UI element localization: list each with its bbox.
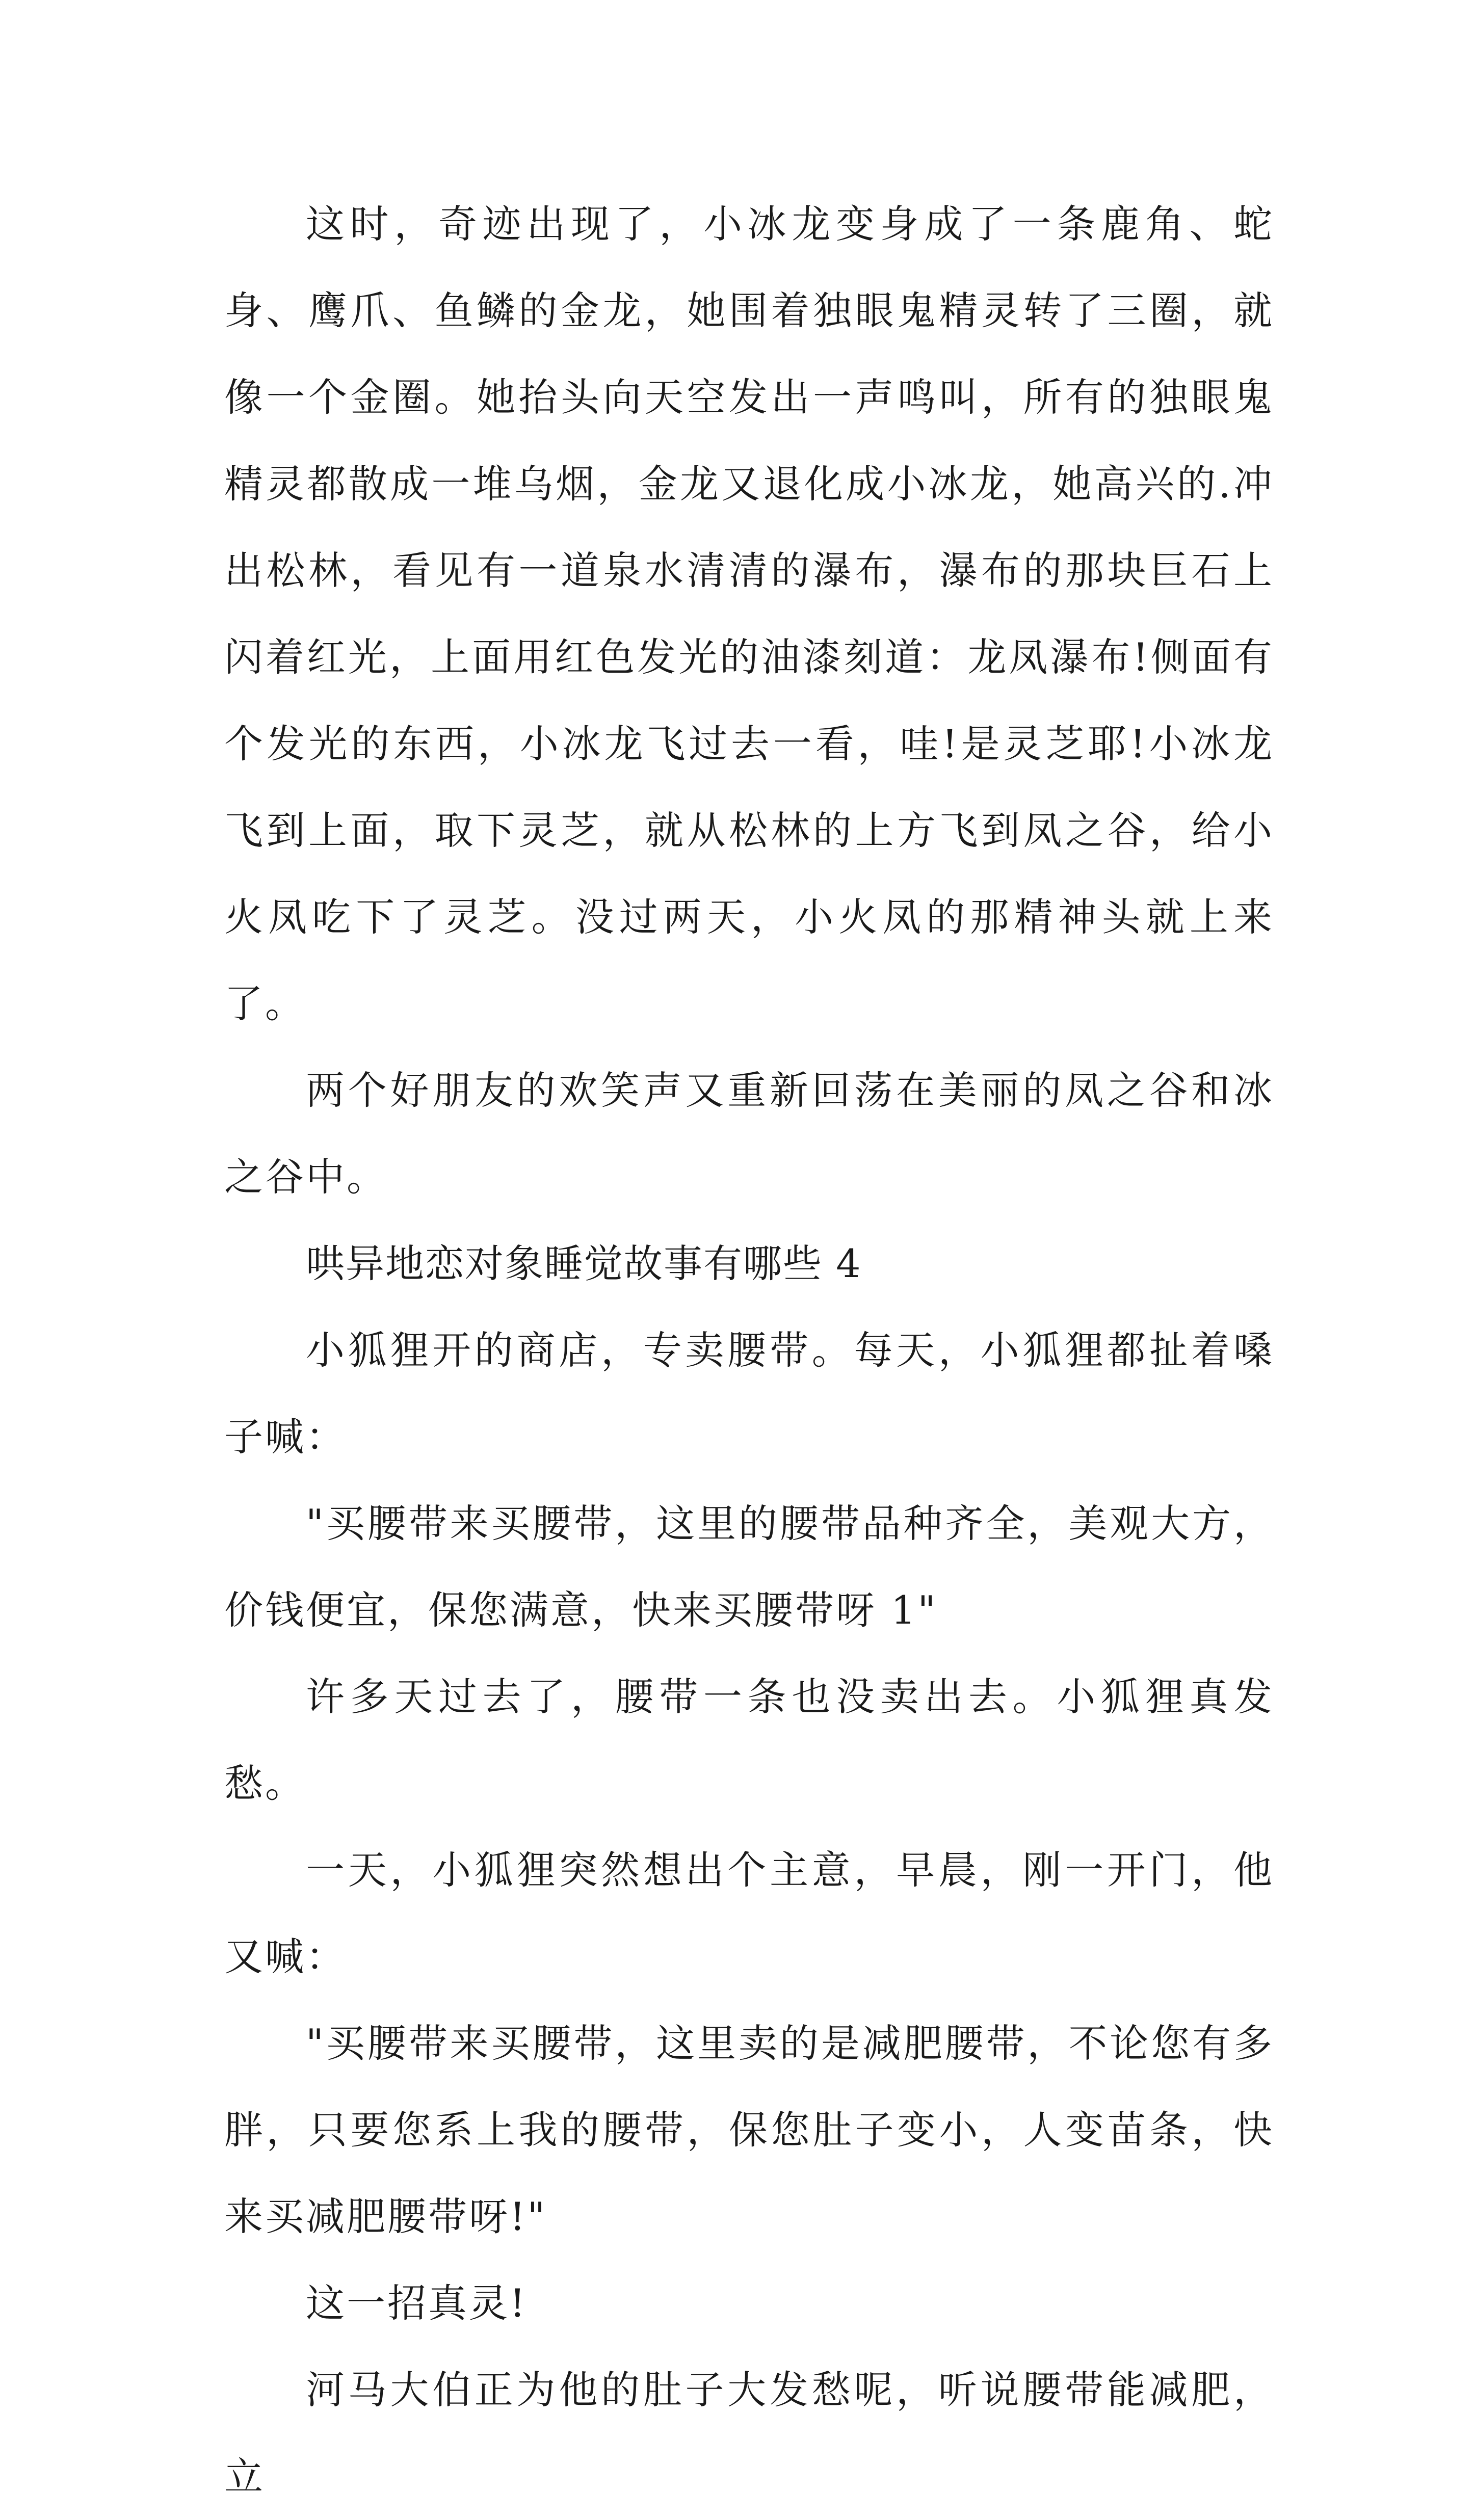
paragraph-fox-shop: 小狐狸开的商店，专卖腰带。每天，小狐狸都扯着嗓子喊： xyxy=(224,1328,1274,1460)
paragraph-hippo: 河马大伯正为他的肚子大发愁呢，听说腰带能减肥，立 xyxy=(224,2367,1274,2499)
paragraph-friends-laughter: 两个好朋友的欢笑声又重新回荡在美丽的凤之谷和冰之谷中。 xyxy=(224,1068,1274,1200)
paragraph-new-idea: 一天，小狐狸突然想出个主意，早晨，刚一开门，他又喊： xyxy=(224,1847,1274,1979)
paragraph-first-shout: "买腰带来买腰带，这里的腰带品种齐全，美观大方，价钱便宜，保您满意，快来买腰带呀 1" xyxy=(224,1501,1274,1633)
document-body xyxy=(224,181,1274,2520)
paragraph-second-shout: "买腰带来买腰带，这里卖的是减肥腰带，不论您有多胖，只要您系上我的腰带，保您肚子变小，人变苗条，快来买减肥腰带呀!" xyxy=(224,2021,1274,2239)
paragraph-no-sales: 许多天过去了，腰带一条也没卖出去。小狐狸真发愁。 xyxy=(224,1674,1274,1806)
paragraph-golden-dragon: 这时，奇迹出现了，小冰龙变身成了一条鹿角、蛇身、鹰爪、鱼鳞的金龙，她围着独眼鬼精灵转了三圈，就像一个金圈。她抬头向天空发出一声鸣叫，所有的独眼鬼精灵都散成一堆乌烟，金龙又退化成小冰龙，她高兴的.冲出松林，看见有一道泉水清清的瀑布，瀑布的那块巨石上闪着红光，上面用红色发光的油漆刻道：龙凤瀑布!侧面有个发光的东西，小冰龙飞过去一看，哇!是灵芝耶!小冰龙飞到上面，取下灵芝，就从松林的上方飞到凤之谷，给小火凤吃下了灵芝。没过两天，小火凤的那精神头就上来了。 xyxy=(224,201,1274,1026)
section-heading: 哄异地恋对象睡觉故事有哪些 4 xyxy=(306,1241,862,1286)
paragraph-it-worked: 这一招真灵! xyxy=(306,2280,528,2326)
